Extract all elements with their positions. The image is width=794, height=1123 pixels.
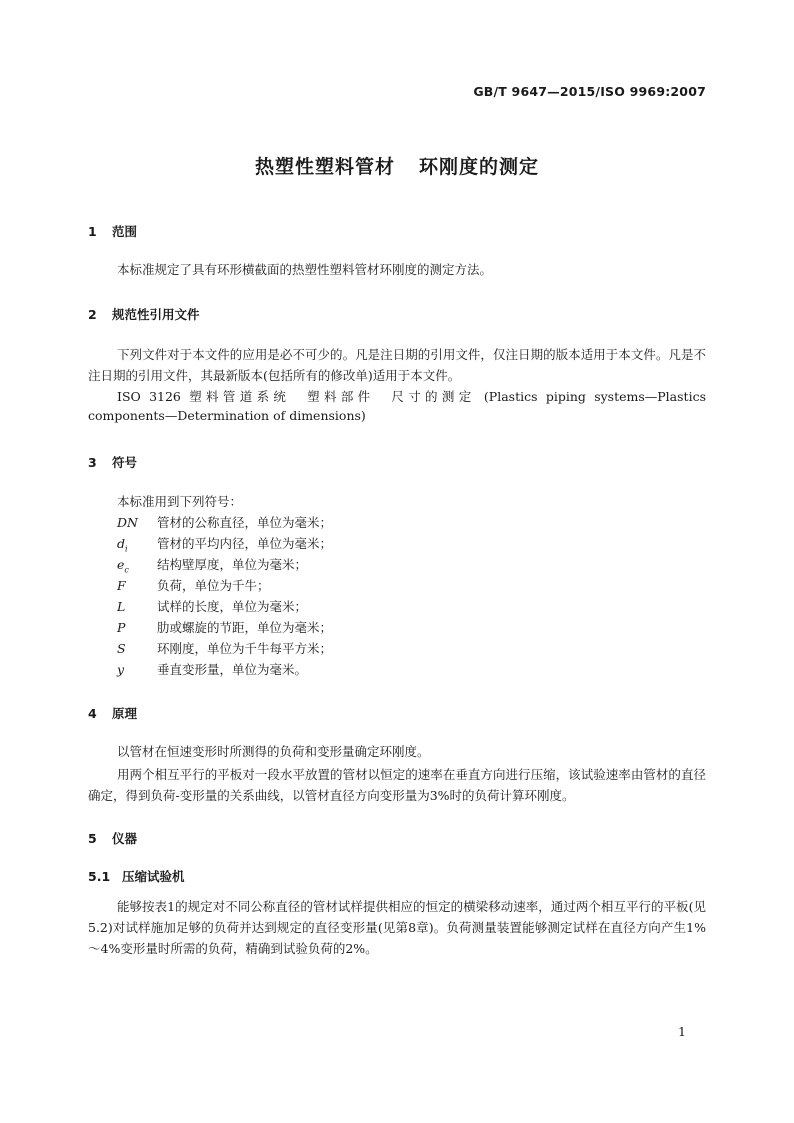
section-number: 1 — [88, 224, 97, 239]
symbol-entry — [117, 513, 332, 533]
symbol-description: 管材的公称直径，单位为毫米； — [157, 515, 333, 530]
symbol-description: 垂直变形量，单位为毫米。 — [157, 662, 308, 677]
symbol-entry — [117, 555, 307, 575]
section-4-heading — [88, 704, 137, 722]
section-5-1-text: 能够按表1的规定对不同公称直径的管材试样提供相应的恒定的横梁移动速率，通过两个相互平行的平板(见5.2)对试样施加足够的负荷并达到规定的直径变形量(见第8章)。负荷测量装置能够测定试样在直径方向产生1%～4%变形量时所需的负荷，精确到试验负荷的2%。 — [88, 899, 706, 956]
document-title — [0, 152, 794, 179]
section-title: 原理 — [112, 706, 138, 721]
symbol-name: y — [117, 662, 125, 677]
symbol-name: P — [117, 620, 126, 635]
section-title: 仪器 — [112, 831, 138, 846]
symbol-name: DN — [117, 515, 138, 530]
section-title: 范围 — [112, 224, 138, 239]
section-4-paragraph-2: 用两个相互平行的平板对一段水平放置的管材以恒定的速率在垂直方向进行压缩，该试验速率由管材的直径确定，得到负荷-变形量的关系曲线，以管材直径方向变形量为3%时的负荷计算环刚度。 — [88, 767, 706, 803]
symbol-name: $e_c$ — [117, 557, 129, 575]
symbol-entry — [117, 618, 332, 638]
reference-line-2: components—Determination of dimensions) — [88, 408, 366, 423]
section-1-heading — [88, 222, 137, 240]
symbol-name: S — [117, 641, 126, 656]
symbol-entry — [117, 576, 270, 596]
symbol-description: 管材的平均内径，单位为毫米； — [157, 536, 333, 551]
title-part-2: 环刚度的测定 — [419, 156, 540, 178]
page-number: 1 — [678, 1024, 686, 1039]
section-1-text: 本标准规定了具有环形横截面的热塑性塑料管材环刚度的测定方法。 — [117, 262, 493, 277]
symbols-intro: 本标准用到下列符号： — [117, 494, 243, 509]
symbol-entry — [117, 534, 332, 554]
section-4-paragraph-1: 以管材在恒速变形时所测得的负荷和变形量确定环刚度。 — [117, 744, 430, 759]
symbol-description: 肋或螺旋的节距，单位为毫米； — [157, 620, 333, 635]
section-title: 符号 — [112, 455, 138, 470]
section-number: 4 — [88, 706, 97, 721]
section-3-heading — [88, 453, 137, 471]
symbol-entry — [117, 639, 332, 659]
section-number: 2 — [88, 307, 97, 322]
section-title: 规范性引用文件 — [112, 307, 200, 322]
symbol-name: $d_i$ — [117, 536, 128, 554]
symbol-name: L — [117, 599, 126, 614]
section-2-text: 下列文件对于本文件的应用是必不可少的。凡是注日期的引用文件，仅注日期的版本适用于本文件。凡是不注日期的引用文件，其最新版本(包括所有的修改单)适用于本文件。 — [88, 347, 706, 383]
section-5-heading — [88, 829, 137, 847]
section-2-heading — [88, 305, 200, 323]
symbol-entry — [117, 597, 307, 617]
section-number: 5 — [88, 831, 97, 846]
section-number: 3 — [88, 455, 97, 470]
symbol-description: 负荷，单位为千牛； — [157, 578, 270, 593]
symbol-name: F — [117, 578, 126, 593]
symbol-description: 环刚度，单位为千牛每平方米； — [157, 641, 333, 656]
reference-line-1: ISO 3126 塑料管道系统 塑料部件 尺寸的测定 (Plastics piping systems—Plastics — [117, 389, 706, 404]
section-number: 5.1 — [88, 869, 111, 884]
title-part-1: 热塑性塑料管材 — [254, 156, 395, 178]
symbol-description: 结构壁厚度，单位为毫米； — [157, 557, 308, 572]
symbol-description: 试样的长度，单位为毫米； — [157, 599, 308, 614]
section-title: 压缩试验机 — [122, 869, 185, 884]
section-5-1-heading — [88, 867, 185, 885]
symbol-entry — [117, 660, 307, 680]
standard-code: GB/T 9647—2015/ISO 9969:2007 — [473, 84, 706, 99]
